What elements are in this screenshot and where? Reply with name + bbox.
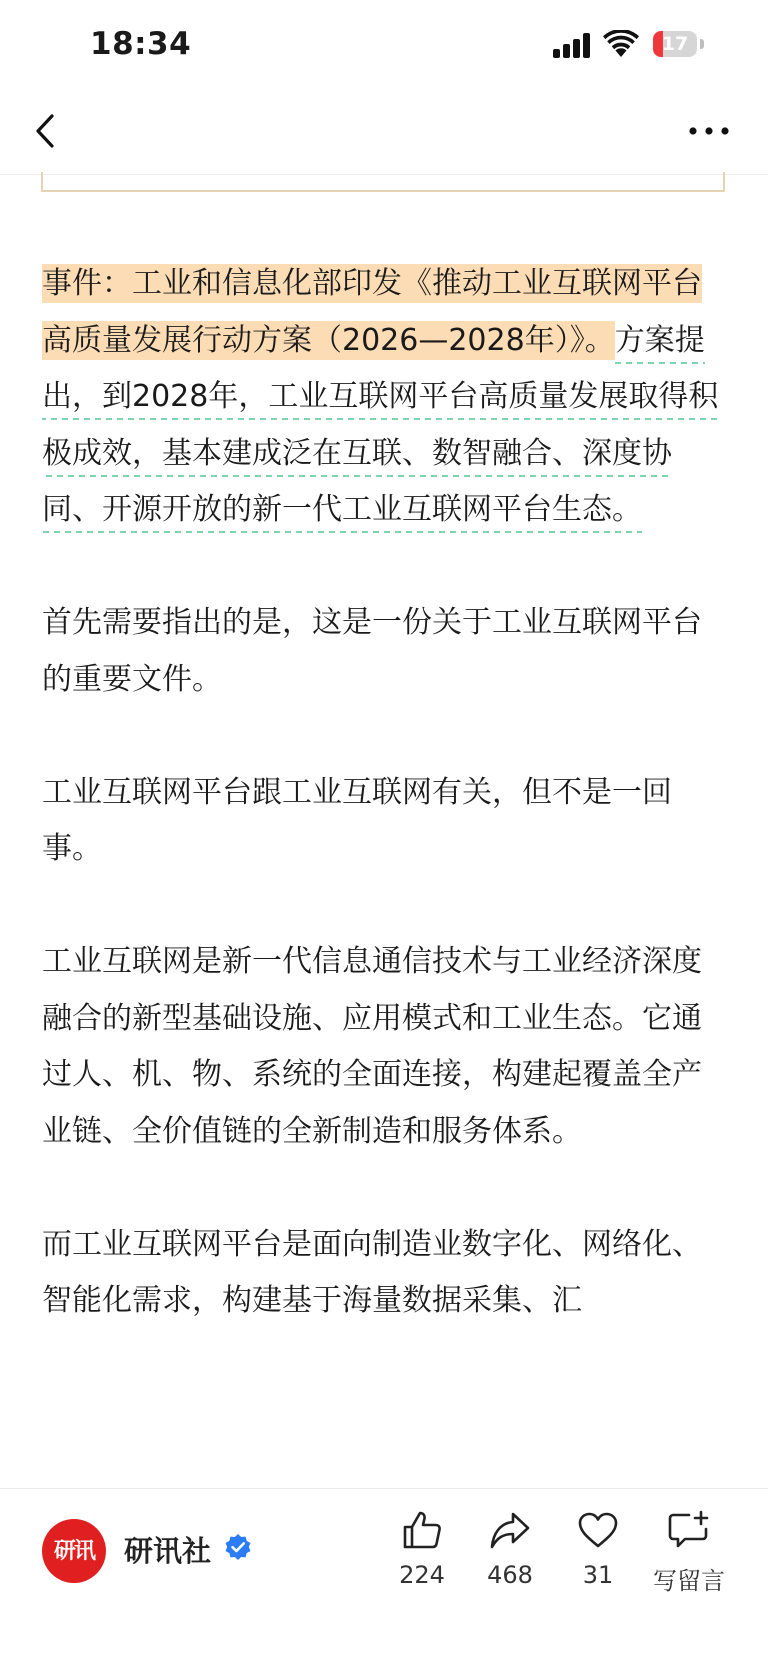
like-count: 224 — [399, 1561, 445, 1589]
article-paragraph: 工业互联网是新一代信息通信技术与工业经济深度融合的新型基础设施、应用模式和工业生态。它通过人、机、物、系统的全面连接，构建起覆盖全产业链、全价值链的全新制造和服务体系。 — [42, 944, 702, 1149]
thumbs-up-icon — [401, 1509, 443, 1551]
like-button[interactable] — [382, 1509, 462, 1589]
status-time: 18:34 — [90, 26, 192, 62]
wifi-icon — [603, 30, 639, 58]
battery-level: 17 — [661, 33, 689, 55]
comment-icon — [667, 1509, 711, 1551]
article-paragraph: 工业互联网平台跟工业互联网有关，但不是一回事。 — [42, 774, 672, 866]
favorite-count: 31 — [582, 1561, 614, 1589]
back-icon[interactable] — [28, 108, 68, 154]
author-avatar[interactable]: 研讯 — [42, 1519, 106, 1583]
write-comment-button[interactable] — [646, 1509, 732, 1596]
favorite-button[interactable] — [558, 1509, 638, 1589]
verified-badge-icon — [224, 1533, 252, 1561]
article-paragraph: 而工业互联网平台是面向制造业数字化、网络化、智能化需求，构建基于海量数据采集、汇 — [42, 1226, 702, 1318]
bottom-action-bar — [0, 1488, 768, 1664]
author-name[interactable]: 研讯社 — [124, 1534, 212, 1568]
highlighted-text[interactable]: 事件：工业和信息化部印发《推动工业互联网平台高质量发展行动方案（2026—2028年）》。 — [42, 266, 702, 358]
write-comment-label: 写留言 — [653, 1567, 725, 1595]
underlined-text[interactable]: 方案提出，到2028年，工业互联网平台高质量发展取得积极成效，基本建成泛在互联、数智融合、深度协同、开源开放的新一代工业互联网平台生态。 — [42, 323, 718, 534]
cellular-signal-icon — [553, 32, 593, 58]
status-bar — [0, 0, 768, 90]
battery-icon — [653, 31, 705, 59]
quote-card-edge — [41, 172, 725, 192]
share-button[interactable] — [470, 1509, 550, 1589]
article-paragraph: 首先需要指出的是，这是一份关于工业互联网平台的重要文件。 — [42, 605, 702, 697]
article-paragraph — [42, 256, 726, 539]
nav-bar — [0, 90, 768, 175]
share-arrow-icon — [489, 1509, 531, 1551]
more-options-icon[interactable] — [684, 116, 734, 146]
article-body — [42, 256, 726, 1386]
heart-icon — [577, 1509, 619, 1551]
share-count: 468 — [487, 1561, 533, 1589]
